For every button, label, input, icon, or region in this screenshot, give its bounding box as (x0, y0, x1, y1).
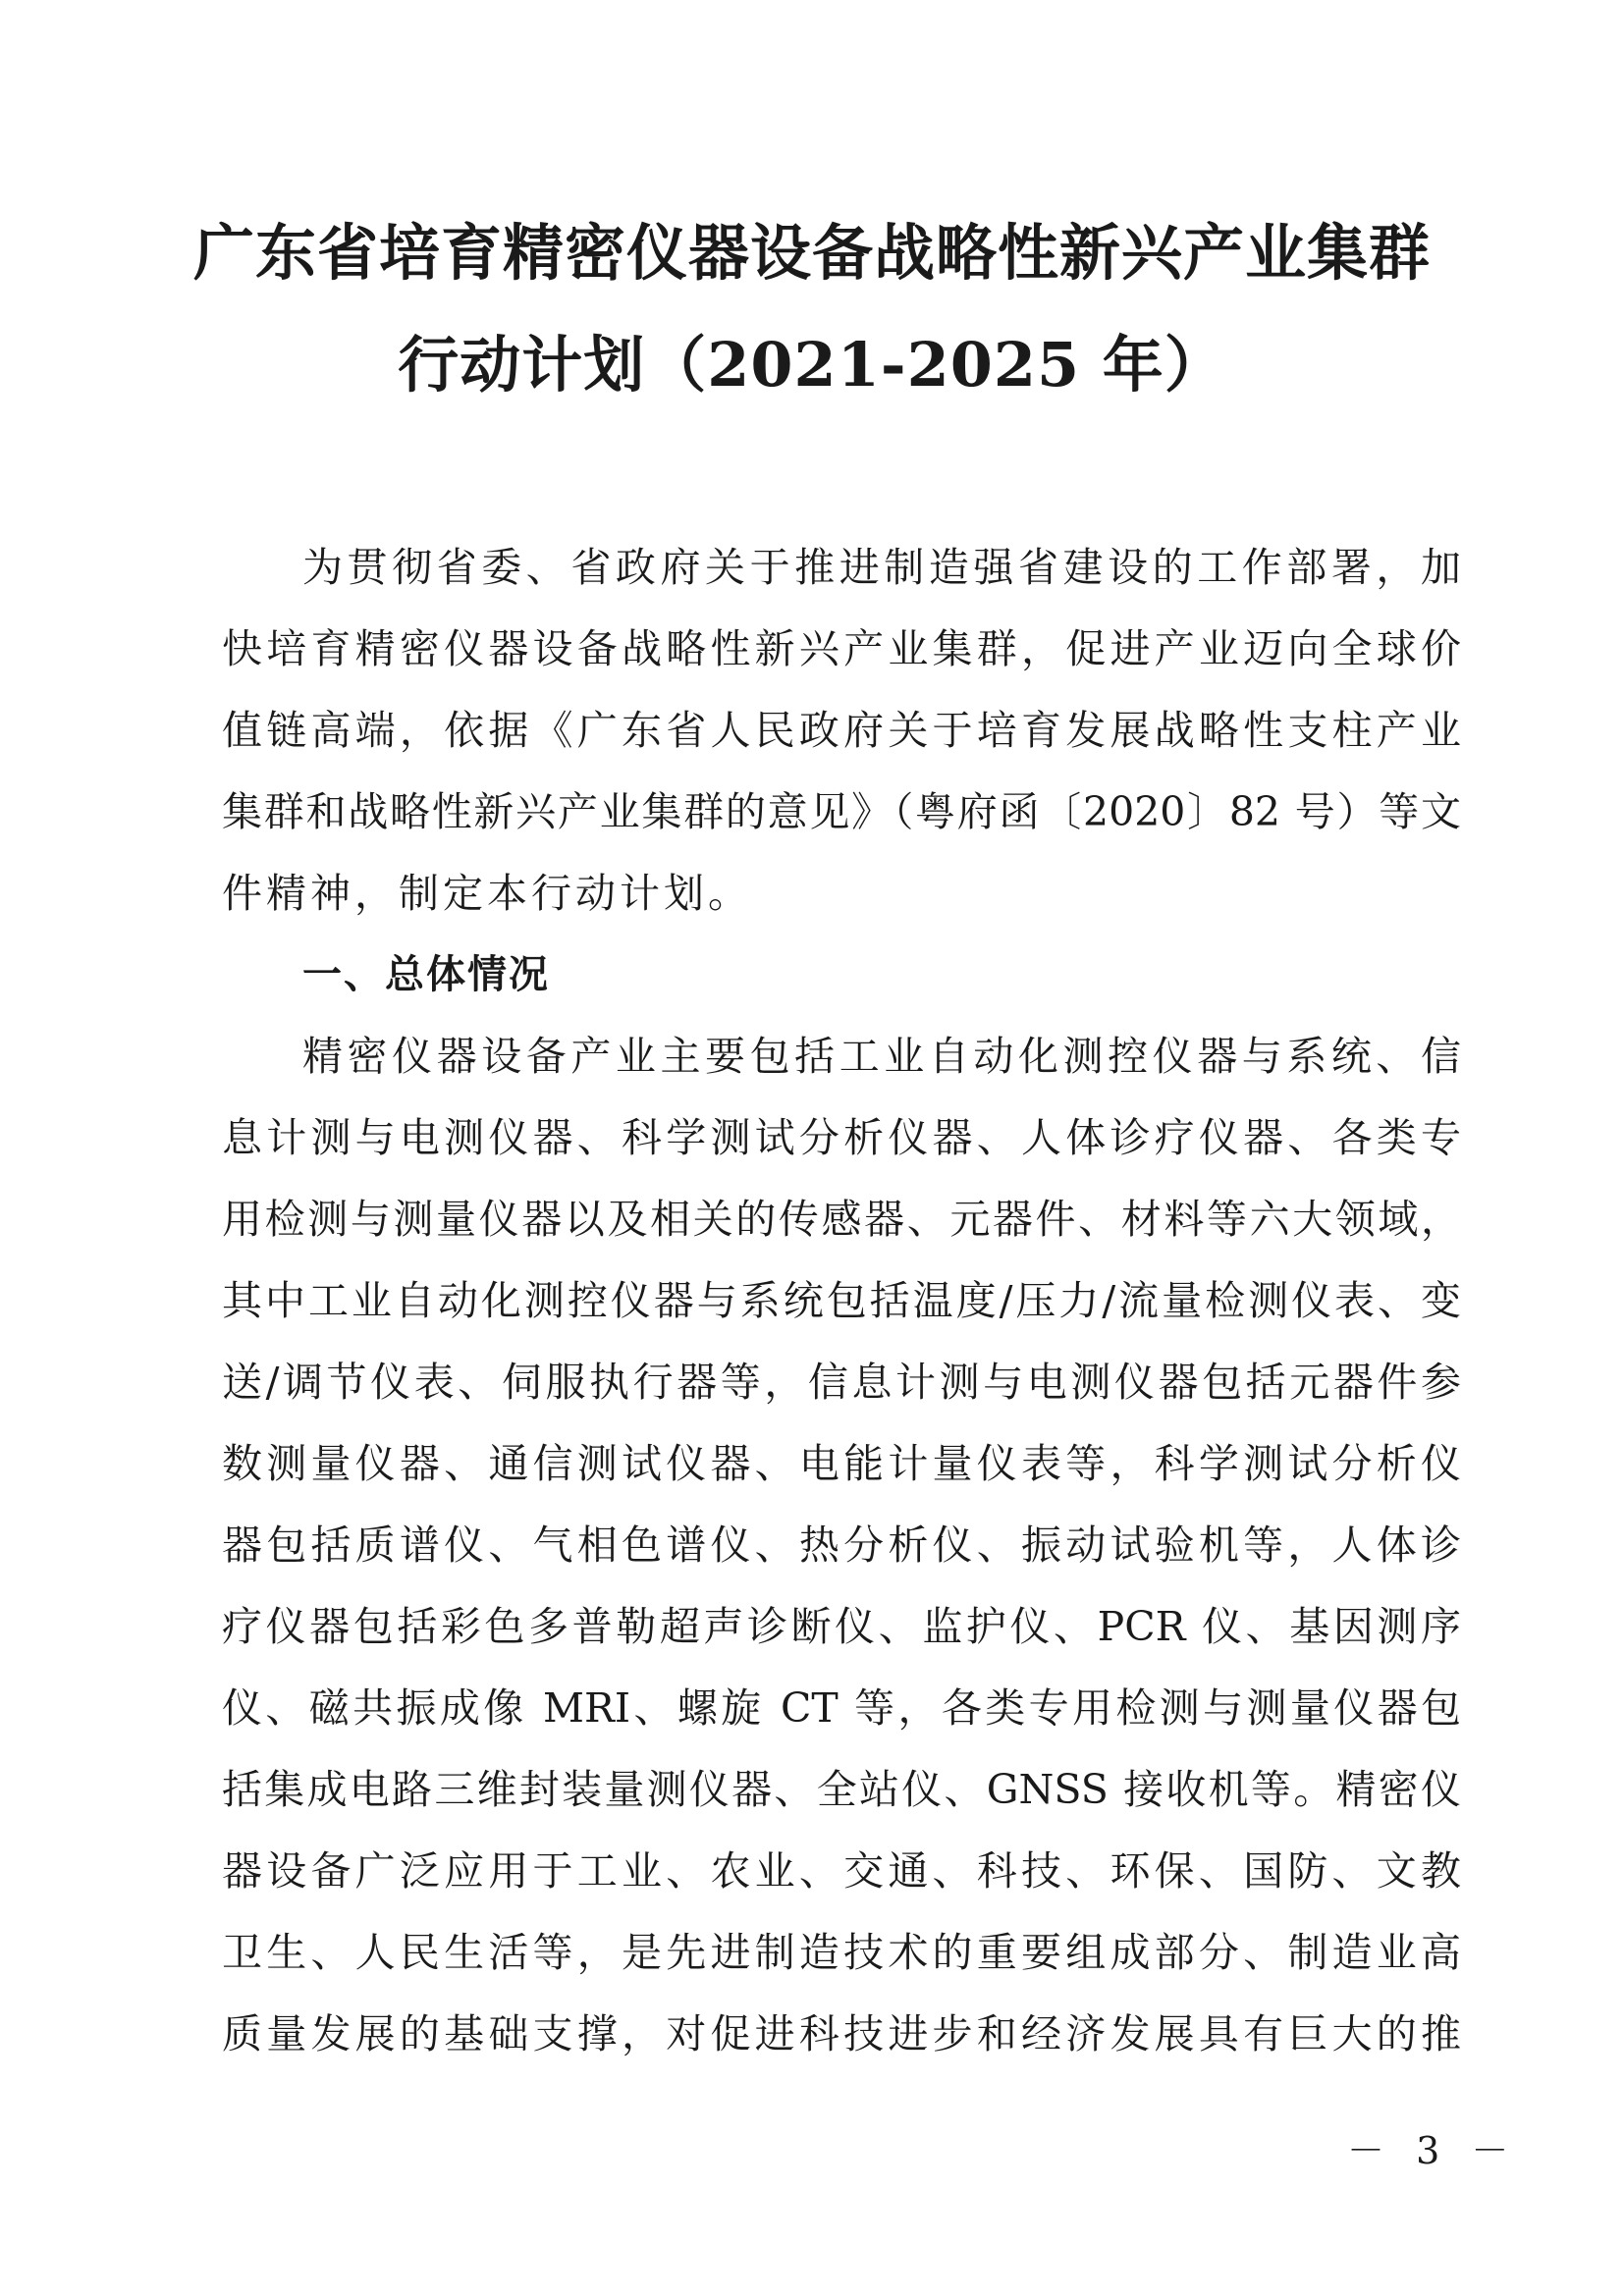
paragraph-line: 为贯彻省委、省政府关于推进制造强省建设的工作部署，加 (302, 544, 1461, 591)
paragraph-line: 数测量仪器、通信测试仪器、电能计量仪表等，科学测试分析仪 (222, 1440, 1461, 1487)
paragraph-line: 送/调节仪表、伺服执行器等，信息计测与电测仪器包括元器件参 (222, 1359, 1461, 1406)
paragraph-line: 值链高端，依据《广东省人民政府关于培育发展战略性支柱产业 (222, 707, 1461, 754)
paragraph-line: 仪、磁共振成像 MRI、螺旋 CT 等，各类专用检测与测量仪器包 (222, 1684, 1461, 1732)
paragraph-line: 集群和战略性新兴产业集群的意见》（粤府函〔2020〕82 号）等文 (222, 788, 1461, 835)
paragraph-line: 其中工业自动化测控仪器与系统包括温度/压力/流量检测仪表、变 (222, 1277, 1461, 1324)
paragraph-line: 质量发展的基础支撑，对促进科技进步和经济发展具有巨大的推 (222, 2010, 1461, 2057)
document-title-line-1: 广东省培育精密仪器设备战略性新兴产业集群 (192, 217, 1431, 289)
paragraph-line: 件精神，制定本行动计划。 (222, 870, 752, 917)
section-heading: 一、总体情况 (302, 952, 550, 997)
paragraph-line: 卫生、人民生活等，是先进制造技术的重要组成部分、制造业高 (222, 1929, 1461, 1976)
paragraph-line: 器包括质谱仪、气相色谱仪、热分析仪、振动试验机等，人体诊 (222, 1522, 1461, 1569)
paragraph-line: 快培育精密仪器设备战略性新兴产业集群，促进产业迈向全球价 (222, 625, 1461, 672)
paragraph-line: 括集成电路三维封装量测仪器、全站仪、GNSS 接收机等。精密仪 (222, 1766, 1461, 1813)
document-title-line-2: 行动计划（2021-2025 年） (398, 329, 1226, 400)
paragraph-line: 疗仪器包括彩色多普勒超声诊断仪、监护仪、PCR 仪、基因测序 (222, 1603, 1461, 1650)
paragraph-line: 息计测与电测仪器、科学测试分析仪器、人体诊疗仪器、各类专 (222, 1114, 1461, 1161)
paragraph-line: 器设备广泛应用于工业、农业、交通、科技、环保、国防、文教 (222, 1847, 1461, 1895)
paragraph-line: 精密仪器设备产业主要包括工业自动化测控仪器与系统、信 (302, 1033, 1461, 1080)
paragraph-line: 用检测与测量仪器以及相关的传感器、元器件、材料等六大领域， (222, 1196, 1461, 1243)
page-number: － 3 － (1347, 2129, 1519, 2172)
